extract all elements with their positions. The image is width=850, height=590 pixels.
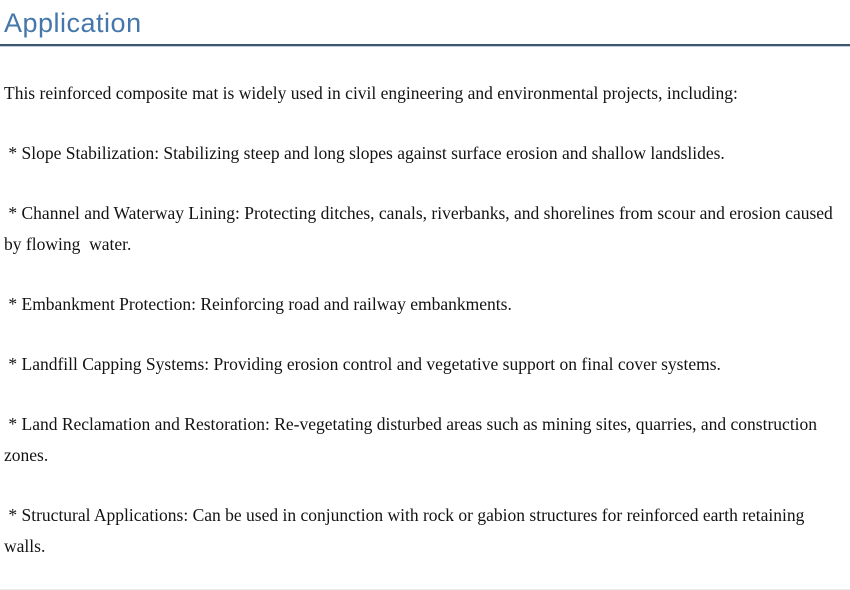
- section-body: [0, 54, 850, 562]
- bullet-paragraph-landfill-capping: * Landfill Capping Systems: Providing erosion control and vegetative support on final cover systems.: [4, 354, 721, 374]
- bullet-paragraph-embankment-protection: * Embankment Protection: Reinforcing road and railway embankments.: [4, 294, 512, 314]
- intro-paragraph: This reinforced composite mat is widely used in civil engineering and environmental projects, including:: [4, 83, 738, 103]
- bullet-paragraph-slope-stabilization: * Slope Stabilization: Stabilizing steep and long slopes against surface erosion and shallow landslides.: [4, 143, 725, 163]
- bullet-paragraph-land-reclamation: * Land Reclamation and Restoration: Re-vegetating disturbed areas such as mining sites, quarries, and construction zones.: [4, 414, 822, 465]
- page-title: Application: [4, 8, 142, 38]
- bullet-paragraph-structural-applications: * Structural Applications: Can be used in conjunction with rock or gabion structures for reinforced earth retaining walls.: [4, 505, 809, 556]
- title-divider: [0, 44, 850, 46]
- bullet-paragraph-channel-lining: * Channel and Waterway Lining: Protecting ditches, canals, riverbanks, and shorelines from scour and erosion caused by flowing water.: [4, 203, 838, 254]
